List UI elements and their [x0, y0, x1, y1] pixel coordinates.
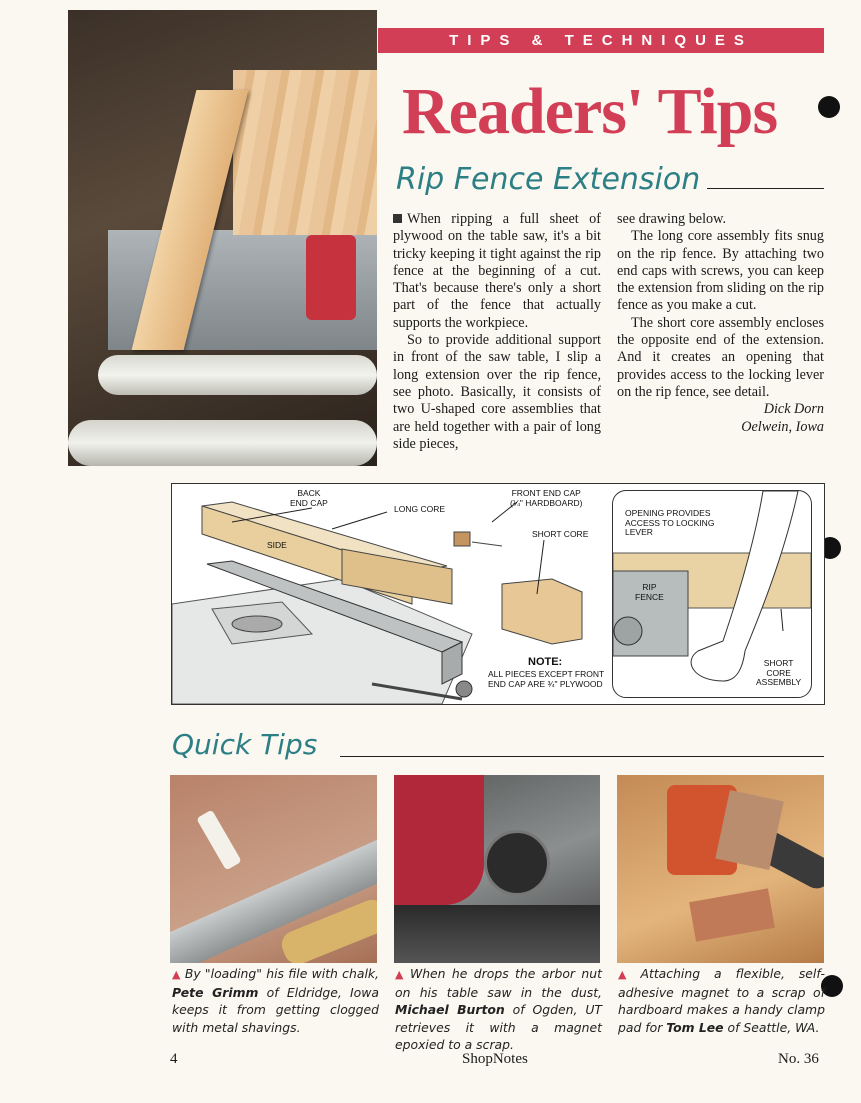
page-number: 4 [170, 1051, 178, 1067]
section-banner: TIPS & TECHNIQUES [378, 28, 824, 53]
paragraph: The short core assembly encloses the opposite end of the extension. And it creates an opening that provides access to the locking lever on the rip fence, see detail. [617, 314, 824, 400]
quick-tip-caption: ▲ Attaching a flexible, self-adhesive magnet to a scrap of hardboard makes a handy clamp pad for Tom Lee of Seattle, WA. [618, 966, 825, 1035]
label-short-core: SHORT CORE [532, 529, 589, 539]
tip-author: Tom Lee [666, 1019, 724, 1035]
label-long-core: LONG CORE [394, 504, 446, 514]
quick-tip-caption: ▲ When he drops the arbor nut on his table saw in the dust, Michael Burton of Ogden, UT retrieves it with a magnet epoxied to a scrap. [395, 966, 602, 1052]
article-title: Rip Fence Extension [396, 162, 701, 197]
note-title: NOTE: [528, 656, 563, 668]
paragraph: The long core assembly fits snug on the rip fence. By attaching two end caps with screws, you can keep the extension from sliding on the rip fence as you make a cut. [617, 228, 824, 314]
tip-author: Michael Burton [395, 1002, 505, 1017]
roller-stand [68, 420, 377, 466]
quick-tip-photo-arbor-magnet [394, 775, 600, 963]
paragraph: see drawing below. [617, 211, 726, 227]
author-location: Oelwein, Iowa [741, 418, 824, 435]
label-short-core-assembly: SHORT CORE ASSEMBLY [756, 658, 802, 687]
plywood-sheet [233, 70, 377, 235]
binder-hole [818, 96, 840, 118]
quick-tip-caption: ▲ By "loading" his file with chalk, Pete Grimm of Eldridge, Iowa keeps it from getting clogged with metal shavings. [172, 966, 379, 1035]
saw-blade-guard [306, 235, 356, 320]
magazine-name: ShopNotes [462, 1051, 528, 1067]
paragraph: When ripping a full sheet of plywood on the table saw, it's a bit tricky keeping it tight against the rip fence at the beginning of a cut. That's because there's only a short part of the fence that actually supports the workpiece. [393, 211, 601, 331]
triangle-bullet-icon: ▲ [395, 968, 406, 981]
note-text: ALL PIECES EXCEPT FRONT END CAP ARE ¾" PLYWOOD [488, 669, 605, 689]
quick-tips-title: Quick Tips [172, 728, 318, 761]
author-name: Dick Dorn [763, 401, 824, 418]
label-rip-fence: RIP FENCE [635, 582, 664, 602]
title-rule [340, 756, 824, 757]
page-title: Readers' Tips [402, 75, 778, 148]
article-column-2 [617, 211, 824, 436]
issue-number: No. 36 [778, 1051, 819, 1067]
label-front-end-cap: FRONT END CAP (¼" HARDBOARD) [510, 488, 583, 508]
label-opening: OPENING PROVIDES ACCESS TO LOCKING LEVER [625, 508, 715, 537]
exploded-diagram [171, 483, 825, 705]
detail-inset [612, 490, 812, 698]
roller-stand [98, 355, 377, 395]
title-rule [707, 188, 824, 189]
quick-tip-photo-clamp-pad [617, 775, 824, 963]
triangle-bullet-icon: ▲ [618, 968, 637, 981]
rip-fence-extension-photo [68, 10, 377, 466]
square-bullet-icon [393, 214, 402, 223]
tip-author: Pete Grimm [172, 984, 259, 1000]
quick-tip-photo-chalk-file [170, 775, 377, 963]
paragraph: So to provide additional support in front of the saw table, I slip a long extension over the rip fence, see photo. Basically, it consists of two U-shaped core assemblies that are held together with a pair of long side pieces, [393, 332, 601, 452]
label-back-end-cap: BACK END CAP [290, 488, 328, 508]
triangle-bullet-icon: ▲ [172, 968, 181, 981]
label-side: SIDE [267, 540, 287, 550]
article-column-1 [393, 211, 601, 453]
